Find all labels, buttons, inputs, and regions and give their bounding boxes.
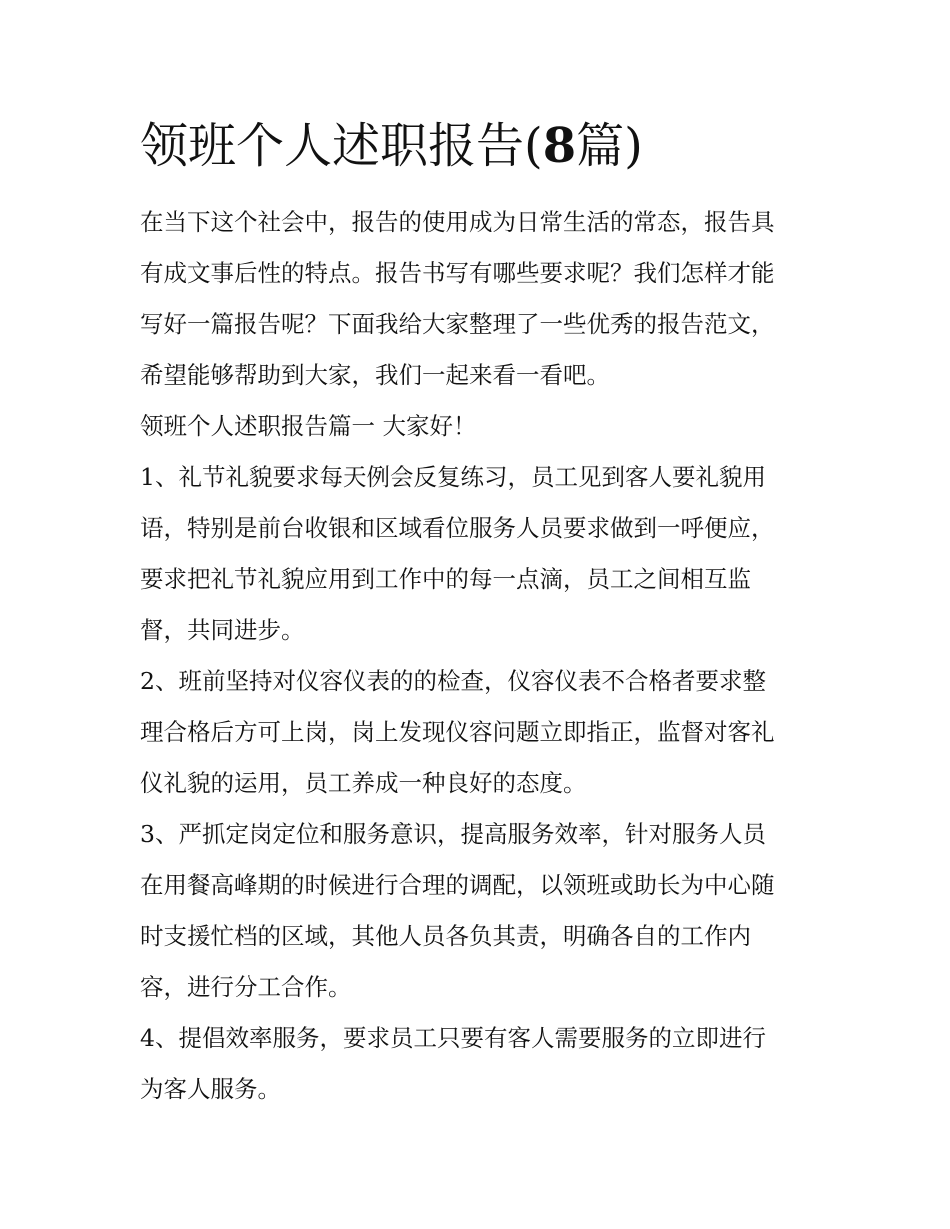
text-line: 希望能够帮助到大家，我们一起来看一看吧。 [140,361,610,389]
text-line: 2、班前坚持对仪容仪表的的检查，仪容仪表不合格者要求整 [140,667,766,695]
text-line: 为客人服务。 [140,1075,281,1103]
text-line: 4、提倡效率服务，要求员工只要有客人需要服务的立即进行 [140,1024,766,1052]
text-line: 容，进行分工合作。 [140,973,352,1001]
page-title [140,114,840,178]
text-line: 在当下这个社会中，报告的使用成为日常生活的常态，报告具 [140,208,775,236]
section-heading-line: 领班个人述职报告篇一 大家好！ [140,412,477,440]
text-line: 3、严抓定岗定位和服务意识，提高服务效率，针对服务人员 [140,820,766,848]
title-text-after: 篇) [576,118,643,174]
text-line: 1、礼节礼貌要求每天例会反复练习，员工见到客人要礼貌用 [140,463,766,491]
text-line: 督，共同进步。 [140,616,305,644]
document-body [140,197,820,1115]
text-line: 仪礼貌的运用，员工养成一种良好的态度。 [140,769,587,797]
title-text-before: 领班个人述职报告( [140,118,543,174]
text-line: 要求把礼节礼貌应用到工作中的每一点滴，员工之间相互监 [140,565,751,593]
text-line: 时支援忙档的区域，其他人员各负其责，明确各自的工作内 [140,922,751,950]
text-line: 在用餐高峰期的时候进行合理的调配，以领班或助长为中心随 [140,871,775,899]
text-line: 有成文事后性的特点。报告书写有哪些要求呢？我们怎样才能 [140,259,775,287]
text-line: 写好一篇报告呢？下面我给大家整理了一些优秀的报告范文， [140,310,775,338]
text-line: 语，特别是前台收银和区域看位服务人员要求做到一呼便应， [140,514,775,542]
title-number: 8 [542,118,577,174]
text-line: 理合格后方可上岗，岗上发现仪容问题立即指正，监督对客礼 [140,718,775,746]
